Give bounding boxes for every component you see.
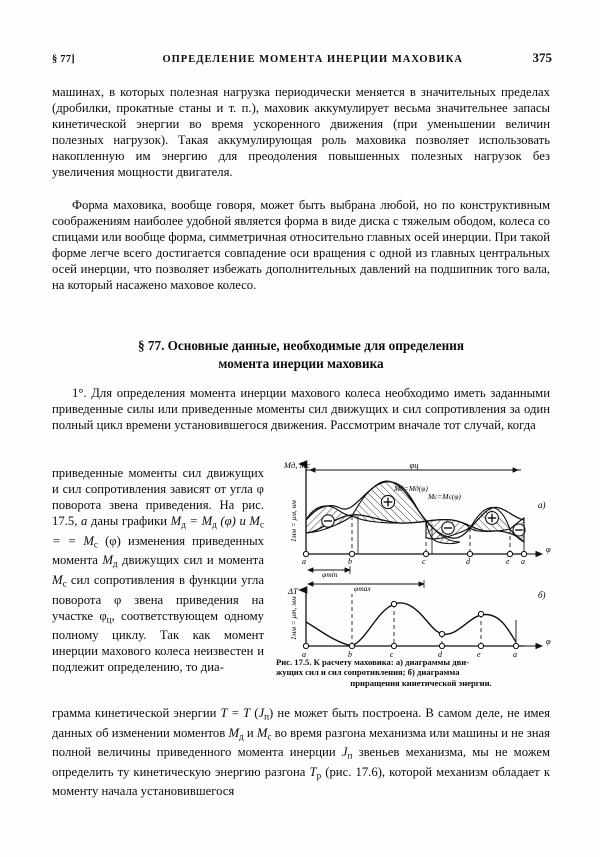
paragraph-flywheel-form [52,197,550,293]
page-number: 375 [532,50,552,65]
narrow-seg-20: , соответствующем одному полному циклу. Так как момент инерции махового колеса неизвестен и подлежит определению, то диа- [52,608,265,675]
point-a [303,551,308,556]
panel-a-label: а) [538,500,546,510]
section-heading-line2: момента инерции маховика [218,356,384,371]
panel-a [283,460,551,593]
curve-label-mc: Mс=Mс(φ) [428,492,461,501]
figure-17-5-svg [276,458,564,658]
point-d [467,551,472,556]
panel-b-min-d [439,631,444,636]
last-seg-14: во время разгона механизма или машины и не зная полной величины приведенного момента инерции [52,725,551,760]
panel-a-y-scale: 1мм = μм, нм [289,500,298,542]
panel-b-point-d-label: d [438,650,442,658]
panel-b-point-c [391,643,396,648]
panel-b-point-d [439,643,444,648]
last-seg-9: M [228,725,240,740]
curve-label-md: Mд=Mд(φ) [394,484,428,493]
narrow-seg-18: сил сопротивления в функции угла поворота φ звена приведения на участке φ [52,572,264,623]
panel-b-label: б) [538,590,546,600]
running-head [52,50,552,66]
panel-a-x-label: φ [546,544,551,554]
panel-b-point-e-label: e [477,650,481,658]
paragraph-last-text [52,705,550,799]
dim-phi-min-label: φmin [322,570,338,579]
sign-negative-2 [442,522,454,534]
narrow-seg-12: (φ) изменения приведенных момента [52,533,264,568]
last-seg-20: (рис. 17.6), которой механизм обладает к моменту начала установившегося [52,764,550,799]
section-heading [52,337,550,373]
narrow-seg-11: с [93,539,98,550]
panel-b-point-c-label: c [390,650,394,658]
sign-negative-1 [322,515,334,527]
paragraph-flywheel-form-text: Форма маховика, вообще говоря, может быть выбрана любой, но по конструктивным соображениям наиболее удобной является форма в виде диска с тяжелым ободом, колеса со спицами или вообще форма, симметричная относительно главных осей инерции. При такой форме легче всего достигается совпадение оси вращения с одной из главных центральных осей инерции, что позволяет избежать дополнительных давлений на подшипник того вала, на который насажено маховое колесо. [52,198,551,293]
last-seg-7: п [264,711,270,722]
narrow-seg-1: приведенные моменты сил движущих и сил сопротивления зависят от угла φ поворота звена приведения. На рис. 17.5, [52,466,264,529]
panel-b-peak-e [478,611,483,616]
dim-phi-max-label: φmax [354,584,371,593]
narrow-seg-14: д [112,558,118,569]
point-a2 [521,551,526,556]
panel-b-point-b [349,643,354,648]
narrow-seg-6: = M [185,514,213,529]
paragraph-item-one-text: 1°. Для определения момента инерции махового колеса необходимо иметь заданными приведенные силы или приведенные моменты сил движущих и сил сопротивления за один полный цикл времени установившегося движения. Рассмотрим вначале тот случай, когда [52,386,550,433]
sign-positive-2 [486,512,499,525]
running-head-section: § 77] [52,54,75,65]
point-b [349,551,354,556]
last-seg-6: J [258,706,265,720]
narrow-seg-8: (φ) и M [216,514,260,529]
panel-b-x-label: φ [546,636,551,646]
point-b-label: b [348,557,352,566]
paragraph-narrow-column [52,465,264,675]
point-d-label: d [466,557,470,566]
point-a2-label: a [521,557,525,566]
narrow-seg-3: даны графики [87,514,171,529]
cycle-label: φц [409,460,419,470]
panel-b-y-label: ΔT [288,586,298,596]
panel-b-y-scale: 1мм = μт, мм [289,596,298,640]
section-heading-line1: § 77. Основные данные, необходимые для определения [138,338,464,353]
narrow-seg-2: а [80,514,88,529]
last-seg-17: звеньев механизма, мы не можем определить ту кинетическую энергию разгона [52,745,550,779]
point-a-label: a [302,557,306,566]
last-seg-3: = [227,706,244,720]
narrow-seg-10: = = M [52,533,94,548]
narrow-seg-16: M [52,572,63,587]
last-seg-15: J [341,745,348,760]
narrow-seg-7: д [212,519,217,530]
last-seg-4: T [243,706,251,720]
figure-caption-line1: Рис. 17.5. К расчету маховика: а) диаграммы дви- [276,657,470,667]
point-c [423,551,428,556]
running-head-title: ОПРЕДЕЛЕНИЕ МОМЕНТА ИНЕРЦИИ МАХОВИКА [162,54,463,65]
paragraph-item-one [52,385,550,433]
last-seg-8: ) не может быть построена. В самом деле, не имея данных об изменении моментов [52,706,550,740]
paragraph-intro-text: машинах, в которых полезная нагрузка периодически меняется в значительных пределах (дробилки, прокатные станы и т. п.), маховик аккумулирует весьма значительнее запасы кинетической энергии во время ускоренного движения (при уменьшении величин полезных нагрузок). Такая аккумулирующая роль маховика позволяет использовать накопленную им энергию для преодоления повышенных полезных нагрузок без увеличения мощности двигателя. [52,85,550,180]
last-seg-5: ( [250,706,259,720]
narrow-seg-17: с [62,578,67,589]
last-seg-10: д [239,731,244,742]
paragraph-intro [52,84,550,180]
point-c-label: c [422,557,426,566]
narrow-seg-4: M [170,514,182,529]
figure-caption [276,657,566,688]
panel-b-point-b-label: b [348,650,352,658]
last-seg-1: грамма кинетической энергии [52,706,221,720]
last-seg-18: T [309,764,317,779]
panel-b-point-a2-label: a [513,650,517,658]
sign-negative-3 [513,524,525,536]
narrow-seg-5: д [181,519,186,530]
point-e [507,551,512,556]
last-seg-11: и [243,725,257,740]
narrow-seg-9: с [259,519,265,530]
figure-caption-line2: жущих сил и сил сопротивления; б) диаграмма [276,667,460,678]
curve-delta-t [306,603,516,646]
last-seg-12: M [256,725,268,740]
panel-b-point-a [303,643,308,648]
last-seg-13: с [267,731,272,742]
panel-b-point-a2 [513,643,518,648]
narrow-seg-19: ц [106,614,112,625]
last-seg-19: р [316,770,322,781]
panel-b-peak-c [391,601,396,606]
last-seg-16: п [347,750,353,761]
panel-b [287,586,551,658]
panel-b-point-a-label: a [302,650,306,658]
narrow-seg-13: M [102,553,113,568]
paragraph-narrow-column-text [52,465,264,675]
paragraph-last [52,705,550,799]
figure-caption-line3: приращения кинетической энергии. [350,677,492,688]
point-e-label: e [506,557,510,566]
panel-a-y-label: Mд, Mc [284,461,311,470]
sign-positive-1 [381,495,394,508]
panel-b-point-e [478,643,483,648]
narrow-seg-15: движущих сил и момента [117,553,264,568]
last-seg-2: T [220,706,228,720]
